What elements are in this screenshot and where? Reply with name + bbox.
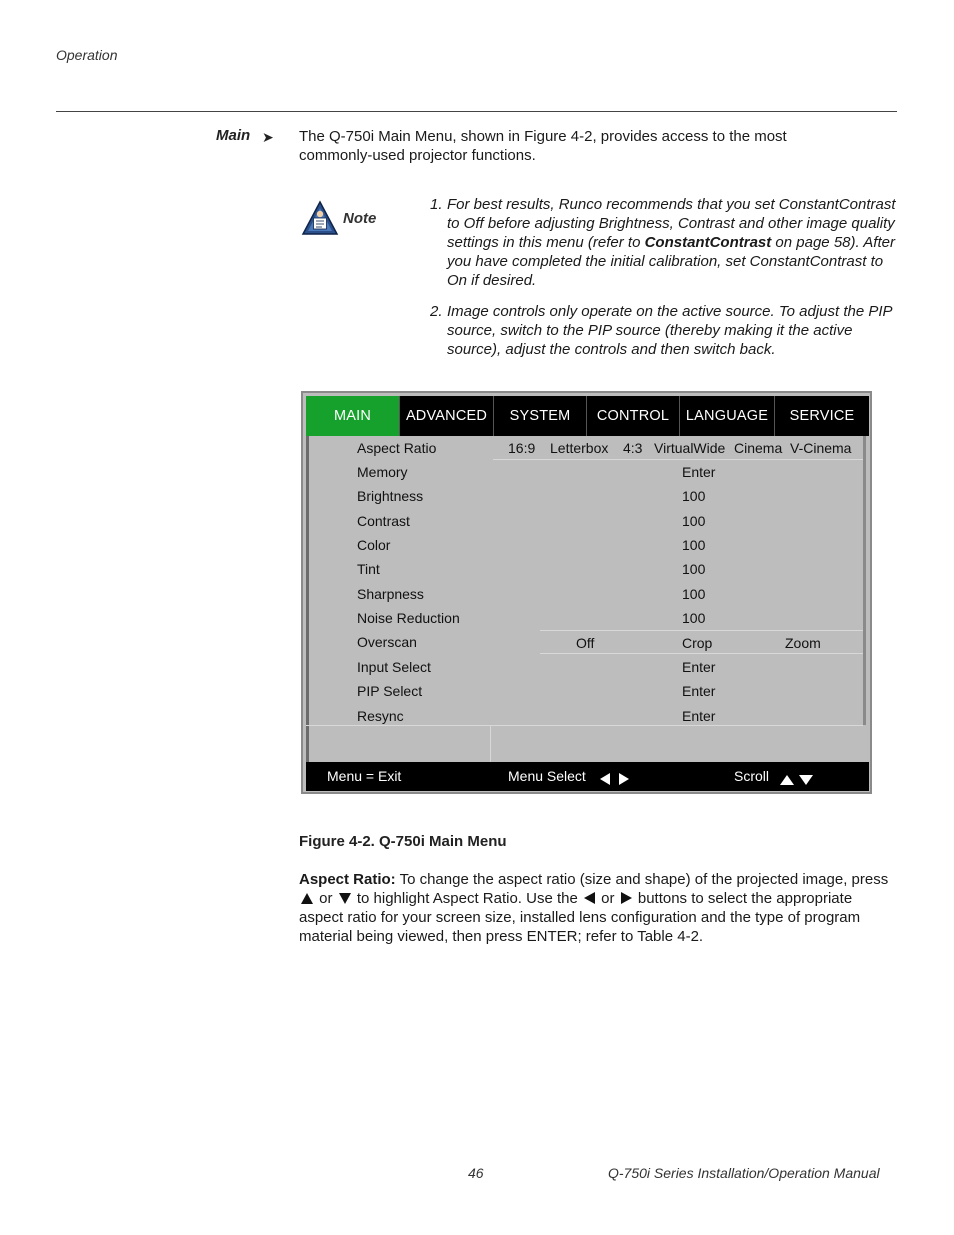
note-item bbox=[430, 302, 900, 359]
left-arrow-icon bbox=[600, 770, 610, 786]
up-arrow-icon bbox=[301, 893, 313, 904]
menu-row-label: Resync bbox=[357, 708, 404, 724]
aspect-option[interactable]: 16:9 bbox=[508, 440, 536, 456]
note-text: on page 58). After you have completed the initial calibration, set ConstantContrast to On if desired. bbox=[447, 234, 895, 289]
osd-menu-body bbox=[306, 436, 863, 762]
note-icon bbox=[301, 200, 339, 236]
menu-row-label: Noise Reduction bbox=[357, 610, 460, 626]
menu-row-value: 100 bbox=[682, 537, 706, 553]
tab-language[interactable]: LANGUAGE bbox=[680, 396, 775, 436]
menu-row-label: Contrast bbox=[357, 513, 410, 529]
menu-row-value: Enter bbox=[682, 659, 716, 675]
menu-row-label: Aspect Ratio bbox=[357, 440, 437, 456]
menu-row-value: 100 bbox=[682, 561, 706, 577]
up-arrow-icon bbox=[780, 771, 794, 787]
menu-row-contrast[interactable] bbox=[309, 509, 866, 533]
tab-main[interactable]: MAIN bbox=[306, 396, 400, 436]
menu-row-value: Enter bbox=[682, 708, 716, 724]
menu-row-aspect-ratio[interactable] bbox=[309, 436, 866, 460]
menu-row-label: Memory bbox=[357, 464, 408, 480]
right-arrow-icon bbox=[621, 892, 632, 904]
down-arrow-icon bbox=[339, 893, 351, 904]
tab-control[interactable]: CONTROL bbox=[587, 396, 680, 436]
left-arrow-icon bbox=[584, 892, 595, 904]
footer-exit-hint: Menu = Exit bbox=[327, 768, 402, 784]
menu-row-label: Brightness bbox=[357, 488, 424, 504]
menu-row-input-select[interactable] bbox=[309, 655, 866, 679]
paragraph-term: Aspect Ratio: bbox=[299, 871, 396, 888]
menu-row-label: Sharpness bbox=[357, 586, 424, 602]
overscan-options bbox=[540, 630, 866, 654]
manual-title: Q-750i Series Installation/Operation Manual bbox=[608, 1165, 880, 1181]
osd-divider bbox=[306, 725, 863, 726]
tab-system[interactable]: SYSTEM bbox=[494, 396, 587, 436]
overscan-option[interactable]: Crop bbox=[682, 635, 713, 651]
menu-row-overscan[interactable] bbox=[309, 630, 866, 654]
menu-row-value: 100 bbox=[682, 513, 706, 529]
menu-row-color[interactable] bbox=[309, 533, 866, 557]
menu-row-memory[interactable] bbox=[309, 460, 866, 484]
osd-scrollbar[interactable] bbox=[863, 436, 866, 725]
overscan-option[interactable]: Zoom bbox=[785, 635, 821, 651]
down-arrow-icon bbox=[799, 771, 813, 787]
header-rule bbox=[56, 111, 897, 112]
heading-arrow-icon: ➤ bbox=[262, 129, 274, 145]
menu-row-noise-reduction[interactable] bbox=[309, 606, 866, 630]
note-item bbox=[430, 195, 900, 290]
aspect-option[interactable]: VirtualWide bbox=[654, 440, 726, 456]
aspect-option[interactable]: Cinema bbox=[734, 440, 783, 456]
osd-tab-bar bbox=[306, 396, 869, 436]
note-list bbox=[430, 195, 900, 371]
osd-footer-bar bbox=[306, 762, 869, 791]
aspect-ratio-options bbox=[493, 436, 866, 460]
note-text: Image controls only operate on the active source. To adjust the PIP source, switch to the PIP source (thereby making it the active source), adjust the controls and then switch back. bbox=[447, 303, 892, 358]
paragraph-text: to highlight Aspect Ratio. Use the bbox=[352, 890, 582, 907]
paragraph-text: or bbox=[597, 890, 619, 907]
menu-row-value: Enter bbox=[682, 464, 716, 480]
figure-caption: Figure 4-2. Q-750i Main Menu bbox=[299, 833, 507, 850]
menu-row-value: 100 bbox=[682, 610, 706, 626]
footer-select-hint: Menu Select bbox=[508, 768, 586, 784]
menu-row-label: Overscan bbox=[357, 634, 417, 650]
menu-row-label: Tint bbox=[357, 561, 380, 577]
paragraph-text: To change the aspect ratio (size and shape) of the projected image, press bbox=[395, 871, 889, 888]
menu-row-value: Enter bbox=[682, 683, 716, 699]
paragraph-text: or bbox=[315, 890, 337, 907]
footer-scroll-hint: Scroll bbox=[734, 768, 770, 784]
tab-service[interactable]: SERVICE bbox=[789, 408, 855, 424]
note-label: Note bbox=[343, 210, 377, 227]
note-bold-ref: ConstantContrast bbox=[644, 234, 772, 251]
menu-row-label: Input Select bbox=[357, 659, 431, 675]
running-header: Operation bbox=[56, 47, 118, 63]
osd-divider bbox=[490, 726, 491, 762]
aspect-option[interactable]: V-Cinema bbox=[790, 440, 852, 456]
aspect-ratio-paragraph bbox=[299, 870, 899, 946]
paragraph-text: buttons to select the appropriate aspect ratio for your screen size, installed lens configuration and the type of program material being viewed, then press ENTER; refer to Table 4-2. bbox=[299, 890, 861, 945]
side-heading-main: Main bbox=[216, 127, 251, 144]
page-number: 46 bbox=[468, 1165, 484, 1181]
note-number: 1. bbox=[430, 196, 443, 213]
note-text: For best results, Runco recommends that you set ConstantContrast to Off before adjusting Brightness, Contrast and other image quality settings in this menu (refer to bbox=[447, 196, 896, 251]
note-number: 2. bbox=[430, 303, 443, 320]
menu-row-brightness[interactable] bbox=[309, 484, 866, 508]
aspect-option[interactable]: Letterbox bbox=[550, 440, 609, 456]
menu-row-sharpness[interactable] bbox=[309, 582, 866, 606]
menu-row-label: PIP Select bbox=[357, 683, 423, 699]
right-arrow-icon bbox=[619, 770, 629, 786]
tab-advanced[interactable]: ADVANCED bbox=[400, 396, 494, 436]
aspect-option[interactable]: 4:3 bbox=[623, 440, 643, 456]
menu-row-label: Color bbox=[357, 537, 391, 553]
overscan-option[interactable]: Off bbox=[576, 635, 595, 651]
menu-row-tint[interactable] bbox=[309, 557, 866, 581]
osd-main-menu bbox=[301, 391, 872, 794]
intro-paragraph: The Q-750i Main Menu, shown in Figure 4-2, provides access to the most commonly-used projector functions. bbox=[299, 128, 787, 164]
menu-row-pip-select[interactable] bbox=[309, 679, 866, 703]
menu-row-value: 100 bbox=[682, 586, 706, 602]
menu-row-value: 100 bbox=[682, 488, 706, 504]
